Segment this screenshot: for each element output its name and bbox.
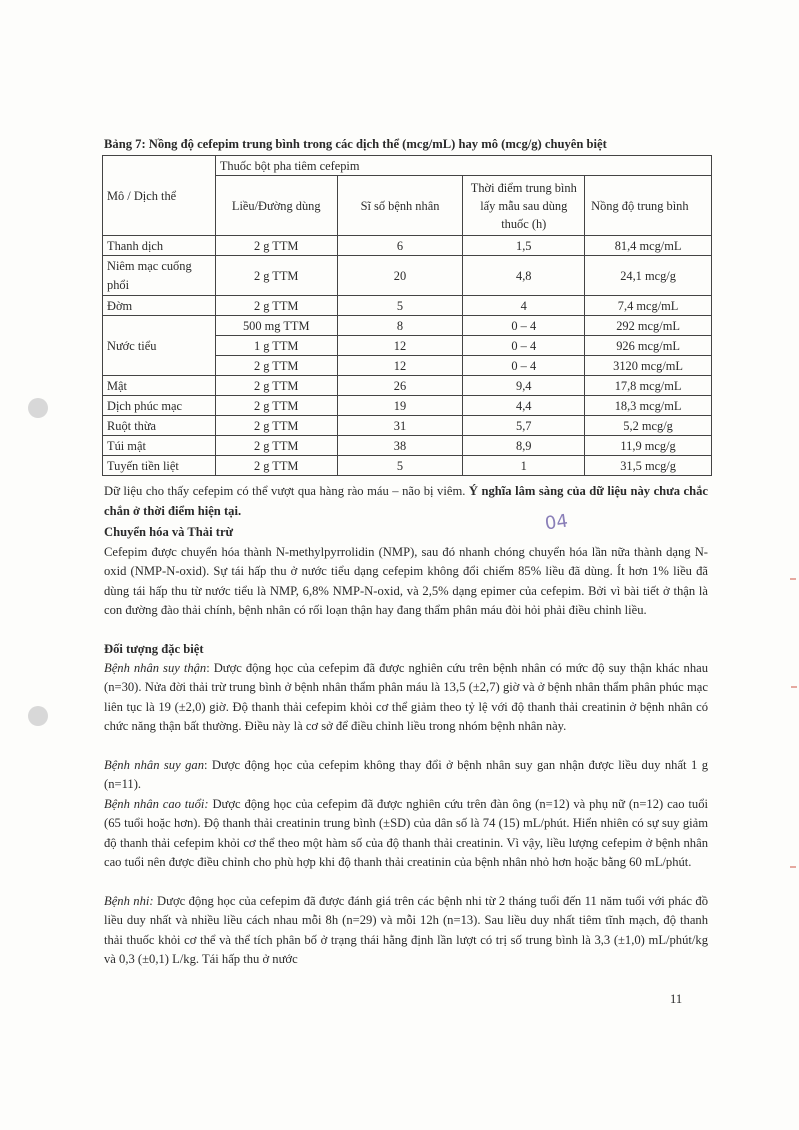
cell-dose: 2 g TTM <box>215 436 337 456</box>
cell-dose: 2 g TTM <box>215 376 337 396</box>
table-caption: Bảng 7: Nồng độ cefepim trung bình trong các dịch thể (mcg/mL) hay mô (mcg/g) chuyên biệt <box>104 137 607 151</box>
cell-dose: 500 mg TTM <box>215 316 337 336</box>
cell-tissue: Đờm <box>103 296 216 316</box>
cell-time: 1,5 <box>463 236 585 256</box>
scan-mark <box>790 866 796 868</box>
cell-dose: 2 g TTM <box>215 256 337 296</box>
cell-tissue: Mật <box>103 376 216 396</box>
scan-mark <box>791 686 797 688</box>
cell-dose: 2 g TTM <box>215 236 337 256</box>
table-row <box>103 456 712 476</box>
cell-patients: 31 <box>337 416 463 436</box>
special-para-pediatric: Bệnh nhi: Dược động học của cefepim đã được đánh giá trên các bệnh nhi từ 2 tháng tuổi đến 11 năm tuổi với phác đồ liều duy nhất và nhiều liều cách nhau mỗi 8h (n=29) và mỗi 12h (n=13). Sau liều duy nhất tiêm tĩnh mạch, độ thanh thải thuốc khỏi cơ thể và thể tích phân bố ở trạng thái hằng định lần lượt có trị số trung bình là 3,3 (±1,0) mL/phút/kg và 0,3 (±0,1) L/kg. Tái hấp thu ở nước <box>104 894 709 967</box>
cell-time: 0 – 4 <box>463 356 585 376</box>
header-concentration: Nồng độ trung bình <box>585 176 712 236</box>
cell-patients: 20 <box>337 256 463 296</box>
cell-tissue: Tuyến tiền liệt <box>103 456 216 476</box>
cell-time: 0 – 4 <box>463 316 585 336</box>
cell-concentration: 7,4 mcg/mL <box>585 296 712 316</box>
table-row <box>103 436 712 456</box>
cell-time: 4 <box>463 296 585 316</box>
concentration-table <box>102 155 712 476</box>
table-row <box>103 236 712 256</box>
cell-tissue: Nước tiểu <box>103 316 216 376</box>
cell-time: 8,9 <box>463 436 585 456</box>
special-para-hepatic: Bệnh nhân suy gan: Dược động học của cefepim không thay đổi ở bệnh nhân suy gan nhận được liều duy nhất 1 g (n=11). <box>104 758 708 792</box>
table-row <box>103 256 712 296</box>
handwritten-mark: 04 <box>543 510 570 535</box>
special-para-elderly: Bệnh nhân cao tuổi: Dược động học của cefepim đã được nghiên cứu trên đàn ông (n=12) và phụ nữ (n=12) cao tuổi (65 tuổi hoặc hơn). Độ thanh thải creatinin trung bình (±SD) của dân số là 74 (15) mL/phút. Hiển nhiên có sự suy giảm độ thanh thải cefepim khỏi cơ thể theo một hàm số của độ thanh thải creatinin. Vì vậy, liều lượng cefepim ở bệnh nhân cao tuổi nên được điều chỉnh cho phù hợp khi độ thanh thải creatinin của bệnh nhân nhỏ hơn hoặc bằng 60 mL/phút. <box>104 797 708 870</box>
cell-concentration: 292 mcg/mL <box>585 316 712 336</box>
cell-time: 4,8 <box>463 256 585 296</box>
table-row <box>103 396 712 416</box>
metabolism-body: Cefepim được chuyển hóa thành N-methylpyrrolidin (NMP), sau đó nhanh chóng chuyển hóa lần nữa thành dạng N-oxid (NMP-N-oxid). Sự tái hấp thu ở nước tiểu dạng cefepim không đổi chiếm 85% liều đã dùng. Ít hơn 1% liều đã dùng tái hấp thu từ nước tiểu là NMP, 6,8% NMP-N-oxid, và 2,5% dạng epimer của cefepim. Bởi vì bài tiết ở thận là con đường đào thải chính, bệnh nhân có rối loạn thận hay đang thẩm phân máu đòi hỏi phải điều chỉnh liều. <box>104 545 708 618</box>
cell-time: 4,4 <box>463 396 585 416</box>
cell-concentration: 926 mcg/mL <box>585 336 712 356</box>
cell-concentration: 18,3 mcg/mL <box>585 396 712 416</box>
header-tissue: Mô / Dịch thể <box>103 156 216 236</box>
metabolism-heading: Chuyển hóa và Thải trừ <box>104 525 234 539</box>
table-row <box>103 296 712 316</box>
cell-patients: 6 <box>337 236 463 256</box>
special-para-renal: Bệnh nhân suy thận: Dược động học của cefepim đã được nghiên cứu trên bệnh nhân có mức độ suy thận khác nhau (n=30). Nửa đời thải trừ trung bình ở bệnh nhân thẩm phân máu là 13,5 (±2,7) giờ và ở bệnh nhân thẩm phân phúc mạc liên tục là 19 (±2,0) giờ. Độ thanh thải cefepim khỏi cơ thể giảm theo tỷ lệ với độ thanh thải creatinin ở bệnh nhân có chức năng thận bất thường. Điều này là cơ sở để điều chỉnh liều trong nhóm bệnh nhân này. <box>104 661 708 734</box>
table-row <box>103 376 712 396</box>
cell-patients: 26 <box>337 376 463 396</box>
cell-patients: 5 <box>337 296 463 316</box>
cell-dose: 2 g TTM <box>215 356 337 376</box>
header-dose: Liều/Đường dùng <box>215 176 337 236</box>
punch-hole <box>28 398 48 418</box>
cell-time: 0 – 4 <box>463 336 585 356</box>
cell-patients: 38 <box>337 436 463 456</box>
cell-dose: 2 g TTM <box>215 296 337 316</box>
header-group: Thuốc bột pha tiêm cefepim <box>215 156 711 176</box>
cell-concentration: 11,9 mcg/g <box>585 436 712 456</box>
cell-concentration: 24,1 mcg/g <box>585 256 712 296</box>
cell-tissue: Niêm mạc cuống phổi <box>103 256 216 296</box>
table-row <box>103 416 712 436</box>
cell-tissue: Túi mật <box>103 436 216 456</box>
table-note: Dữ liệu cho thấy cefepim có thể vượt qua hàng rào máu – não bị viêm. Ý nghĩa lâm sàng của dữ liệu này chưa chắc chắn ở thời điểm hiện tại. <box>104 484 709 518</box>
cell-dose: 2 g TTM <box>215 416 337 436</box>
cell-patients: 8 <box>337 316 463 336</box>
scan-mark <box>790 578 796 580</box>
punch-hole <box>28 706 48 726</box>
cell-concentration: 5,2 mcg/g <box>585 416 712 436</box>
cell-patients: 12 <box>337 336 463 356</box>
header-time: Thời điểm trung bình lấy mẫu sau dùng thuốc (h) <box>463 176 585 236</box>
cell-concentration: 17,8 mcg/mL <box>585 376 712 396</box>
table-row <box>103 316 712 336</box>
cell-dose: 1 g TTM <box>215 336 337 356</box>
cell-time: 1 <box>463 456 585 476</box>
cell-patients: 12 <box>337 356 463 376</box>
cell-tissue: Ruột thừa <box>103 416 216 436</box>
page-number: 11 <box>670 992 683 1006</box>
cell-dose: 2 g TTM <box>215 396 337 416</box>
cell-time: 5,7 <box>463 416 585 436</box>
cell-tissue: Dịch phúc mạc <box>103 396 216 416</box>
cell-time: 9,4 <box>463 376 585 396</box>
cell-patients: 19 <box>337 396 463 416</box>
cell-concentration: 3120 mcg/mL <box>585 356 712 376</box>
cell-dose: 2 g TTM <box>215 456 337 476</box>
cell-tissue: Thanh dịch <box>103 236 216 256</box>
cell-concentration: 31,5 mcg/g <box>585 456 712 476</box>
cell-patients: 5 <box>337 456 463 476</box>
special-heading: Đối tượng đặc biệt <box>104 642 204 656</box>
cell-concentration: 81,4 mcg/mL <box>585 236 712 256</box>
header-patients: Sĩ số bệnh nhân <box>337 176 463 236</box>
